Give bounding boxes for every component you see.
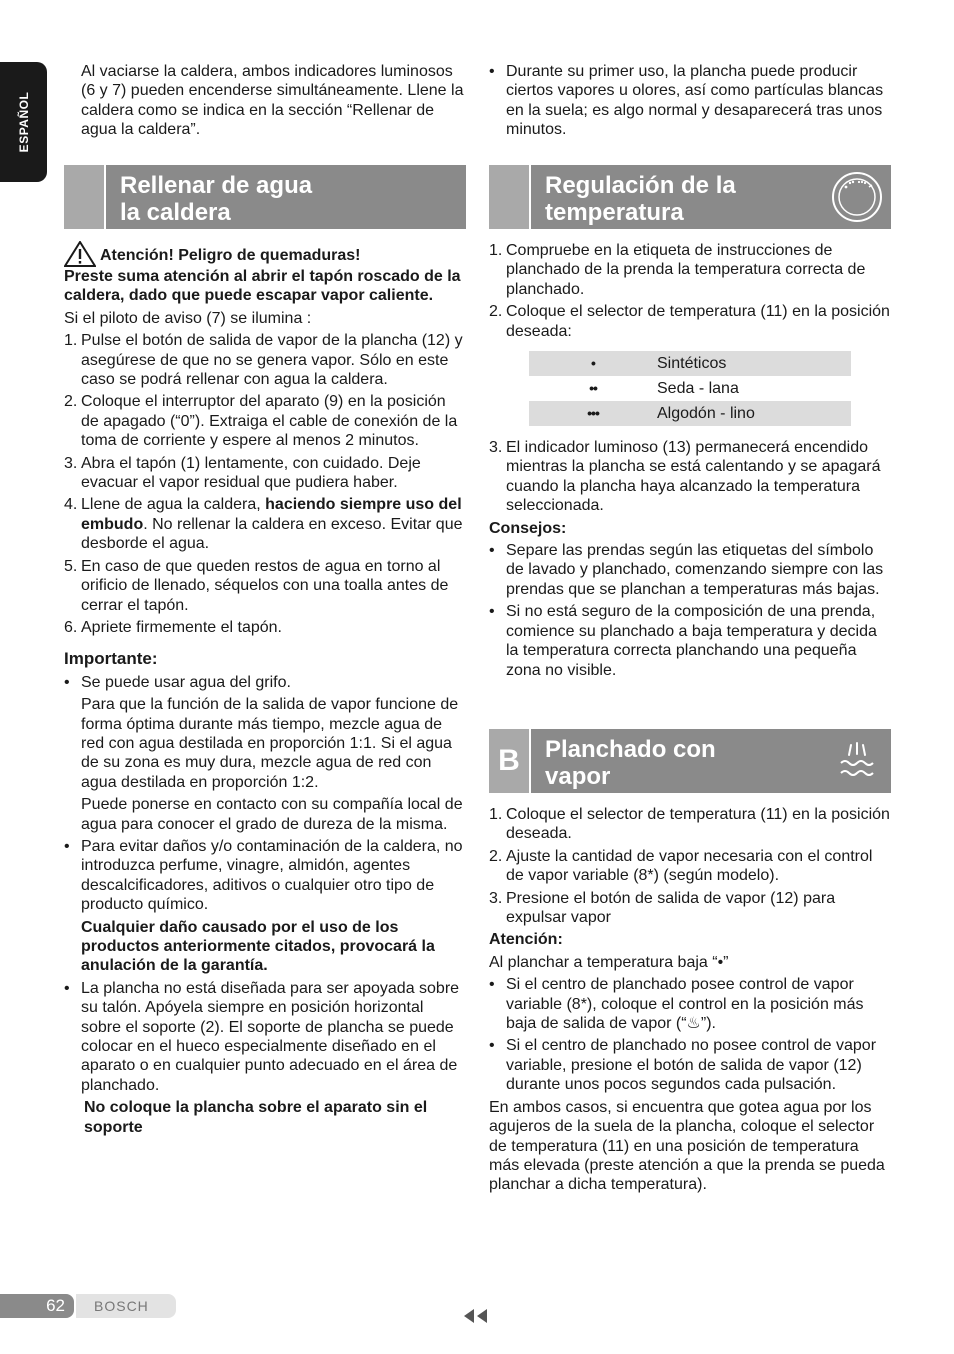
step-item: 5. En caso de que queden restos de agua en torno al orificio de llenado, séquelos con una toalla antes de cerrar el tapón. [64,557,449,614]
final-warning: No coloque la plancha sobre el aparato sin el soporte [84,1099,428,1136]
warning-triangle-icon [64,241,96,267]
brand-label: BOSCH [76,1294,176,1318]
damage-warning: Cualquier daño causado por el uso de los productos anteriormente citados, provocará la anulación de la garantía. [81,918,435,975]
table-row [529,401,851,426]
bullet-item: • Para evitar daños y/o contaminación de la caldera, no introduzca perfume, vinagre, almidón, agentes descalcificadores, aditivos o cualquier otro tipo de producto químico. [64,837,463,914]
left-section [64,165,466,1140]
left-intro: Al vaciarse la caldera, ambos indicadores luminosos (6 y 7) pueden encenderse simultáneamente. Llene la caldera como se indica en la sección “Rellenar de agua la caldera”. [81,63,464,139]
banner-square [489,165,531,229]
temp-label: Seda - lana [657,379,739,397]
step-item: 1. Pulse el botón de salida de vapor de la plancha (12) y asegúrese de que no se genera vapor. Sólo en este caso se podrá rellenar con agua la caldera. [64,332,463,389]
step-item: 1. Compruebe en la etiqueta de instrucciones de planchado de la prenda la temperatura correcta de planchado. [489,242,866,298]
section-banner-rellenar [64,165,466,229]
atencion-label: Atención: [489,931,563,949]
bullet-item: • Si no está seguro de la composición de una prenda, comience su planchado a baja temperatura y decida la temperatura correcta planchando una pequeña zona no visible. [489,603,877,679]
bullet-item: • Si el centro de planchado no posee control de vapor variable, presione el botón de salida de vapor (12) durante unos pocos segundos cada pulsación. [489,1037,877,1094]
banner-square [64,165,106,229]
right-intro-block [489,62,891,143]
step-item: 3. Presione el botón de salida de vapor (12) para expulsar vapor [489,889,836,927]
temp-label: Sintéticos [657,351,851,376]
temp-label: Algodón - lino [657,401,851,426]
temp-dots: • [529,351,657,376]
step-item: 6. Apriete firmemente el tapón. [64,618,282,636]
language-tab [0,62,47,182]
atencion-line: Al planchar a temperatura baja “•” [489,953,729,971]
step-item: 3. Abra el tapón (1) lentamente, con cuidado. Deje evacuar el vapor residual que pudiera haber. [64,454,421,492]
temperature-table [529,351,851,426]
water-paragraph: Para que la función de la salida de vapor funcione de forma óptima durante más tiempo, mezcle agua de red con agua destilada en proporción 1:1. Si el agua de su zona es muy dura, mezcle agua de red con agua destilada en proporción 1:2. [81,696,459,791]
bullet-item: • Separe las prendas según las etiquetas del símbolo de lavado y planchado, comenzando siempre con las prendas que se planchan a temperaturas más bajas. [489,542,884,598]
bullet-item: • Durante su primer uso, la plancha puede producir ciertos vapores u olores, así como partículas blancas en la suela; es algo normal y desaparecerá tras unos minutos. [489,63,884,139]
step-item: 2. Coloque el interruptor del aparato (9) en la posición de apagado (“0”). Extraiga el cable de conexión de la toma de corriente y espere al menos 2 minutos. [64,393,458,450]
step-item: 2. Ajuste la cantidad de vapor necesaria con el control de vapor variable (8*) (según modelo). [489,847,873,885]
right-section-vapor [489,729,891,1198]
step-item: 3. El indicador luminoso (13) permanecerá encendido mientras la plancha se está calentando y se apagará cuando la plancha haya alcanzado la temperatura seleccionada. [489,439,881,515]
steam-icon [831,735,883,787]
step-item: 2. Coloque el selector de temperatura (11) en la posición deseada: [489,303,890,340]
table-row [529,376,851,401]
page-number: 62 [0,1294,74,1318]
language-tab-label: ESPAÑOL [16,91,31,153]
step-item: 4. Llene de agua la caldera, haciendo siempre uso del embudo. No rellenar la caldera en exceso. Evitar que desborde el agua. [64,496,463,553]
step-item: 1. Coloque el selector de temperatura (11) en la posición deseada. [489,806,890,843]
water-paragraph: Puede ponerse en contacto con su compañía local de agua para conocer el grado de dureza de la misma. [81,796,463,833]
consejos-label: Consejos: [489,519,567,537]
section-title: Regulación de la temperatura [545,172,736,226]
section-letter: B [489,729,531,793]
section-title: Rellenar de agua la caldera [120,172,313,226]
table-row [529,351,851,376]
section-banner-vapor [489,729,891,793]
temperature-dial-icon [831,171,883,223]
temp-dots: •• [589,379,597,396]
warning-body: Preste suma atención al abrir el tapón roscado de la caldera, dado que puede escapar vapor caliente. [64,268,461,305]
section-banner-temperatura [489,165,891,229]
warning-title: Atención! Peligro de quemaduras! [100,247,361,264]
pilot-line: Si el piloto de aviso (7) se ilumina : [64,309,312,327]
right-section-temp [489,165,891,683]
bullet-item: • La plancha no está diseñada para ser apoyada sobre su talón. Apóyela siempre en posición horizontal sobre el soporte (2). El soporte de plancha se puede colocar en el hueco especialmente diseñado en el aparato o en cualquier punto adecuado en el área de planchado. [64,979,460,1094]
previous-page-icon[interactable] [462,1308,490,1324]
bullet-item: • Se puede usar agua del grifo. [64,673,291,691]
importante-label: Importante: [64,649,158,669]
temp-dots: ••• [529,401,657,426]
section-title: Planchado con vapor [545,736,716,790]
warning-heading [64,241,466,267]
closing-paragraph: En ambos casos, si encuentra que gotea agua por los agujeros de la suela de la plancha, coloque el selector de temperatura (11) en una posición de temperatura más elevada (preste atención a que la prenda se pueda planchar a dicha temperatura). [489,1098,885,1194]
bullet-item: • Si el centro de planchado posee control de vapor variable (8*), coloque el control en la posición más baja de salida de vapor (“♨”). [489,976,864,1033]
